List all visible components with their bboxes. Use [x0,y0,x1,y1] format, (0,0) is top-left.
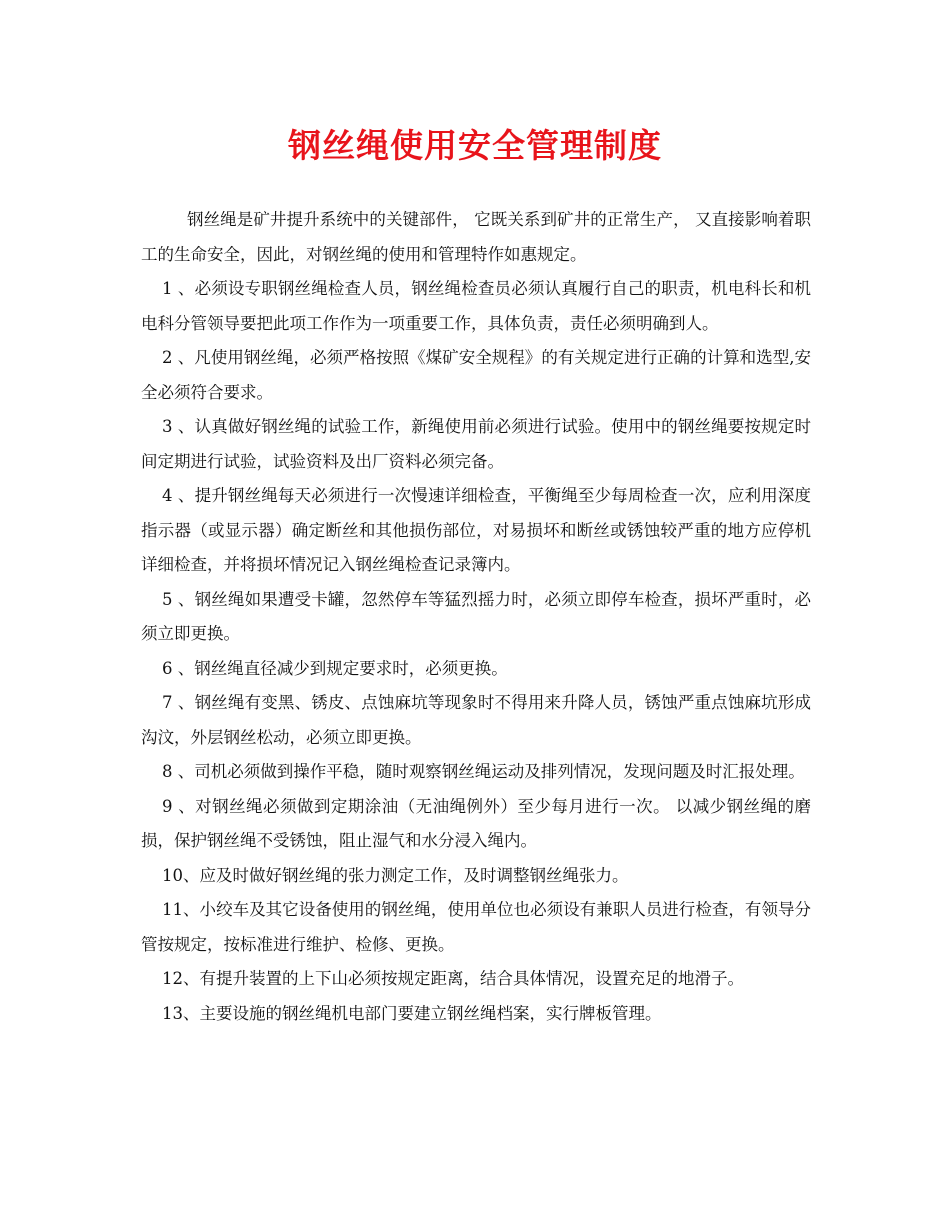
paragraph-rule-13: 13、主要设施的钢丝绳机电部门要建立钢丝绳档案，实行牌板管理。 [162,1003,662,1023]
paragraph-rule-8: 8 、司机必须做到操作平稳，随时观察钢丝绳运动及排列情况，发现问题及时汇报处理。 [162,762,805,781]
paragraph-rule-9: 9 、对钢丝绳必须做到定期涂油（无油绳例外）至少每月进行一次。 以减少钢丝绳的磨损，保护钢丝绳不受锈蚀，阻止湿气和水分浸入绳内。 [141,796,811,850]
paragraph-rule-5: 5 、钢丝绳如果遭受卡罐，忽然停车等猛烈摇力时，必须立即停车检查，损坏严重时，必须立即更换。 [141,589,811,643]
document-title: 钢丝绳使用安全管理制度 [288,126,662,165]
document-body [141,203,811,1031]
paragraph-intro: 钢丝绳是矿井提升系统中的关键部件， 它既关系到矿井的正常生产， 又直接影响着职工的生命安全，因此，对钢丝绳的使用和管理特作如惠规定。 [141,210,811,264]
paragraph-rule-4: 4 、提升钢丝绳每天必须进行一次慢速详细检查，平衡绳至少每周检查一次，应利用深度指示器（或显示器）确定断丝和其他损伤部位，对易损坏和断丝或锈蚀较严重的地方应停机详细检查，并将损坏情况记入钢丝绳检查记录簿内。 [141,486,811,574]
paragraph-rule-2: 2 、凡使用钢丝绳，必须严格按照《煤矿安全规程》的有关规定进行正确的计算和选型,安全必须符合要求。 [141,348,811,402]
paragraph-rule-1: 1 、必须设专职钢丝绳检查人员，钢丝绳检查员必须认真履行自己的职责，机电科长和机电科分管领导要把此项工作作为一项重要工作，具体负责，责任必须明确到人。 [141,279,811,333]
paragraph-rule-10: 10、应及时做好钢丝绳的张力测定工作，及时调整钢丝绳张力。 [162,865,629,885]
paragraph-rule-6: 6 、钢丝绳直径减少到规定要求时，必须更换。 [162,658,508,678]
paragraph-rule-7: 7 、钢丝绳有变黑、锈皮、点蚀麻坑等现象时不得用来升降人员，锈蚀严重点蚀麻坑形成沟汶，外层钢丝松动，必须立即更换。 [141,693,811,747]
paragraph-rule-11: 11、小绞车及其它设备使用的钢丝绳，使用单位也必须设有兼职人员进行检查，有领导分管按规定，按标准进行维护、检修、更换。 [141,900,811,954]
paragraph-rule-12: 12、有提升装置的上下山必须按规定距离，结合具体情况，设置充足的地滑子。 [162,969,744,988]
paragraph-rule-3: 3 、认真做好钢丝绳的试验工作，新绳使用前必须进行试验。使用中的钢丝绳要按规定时间定期进行试验，试验资料及出厂资料必须完备。 [141,417,811,471]
